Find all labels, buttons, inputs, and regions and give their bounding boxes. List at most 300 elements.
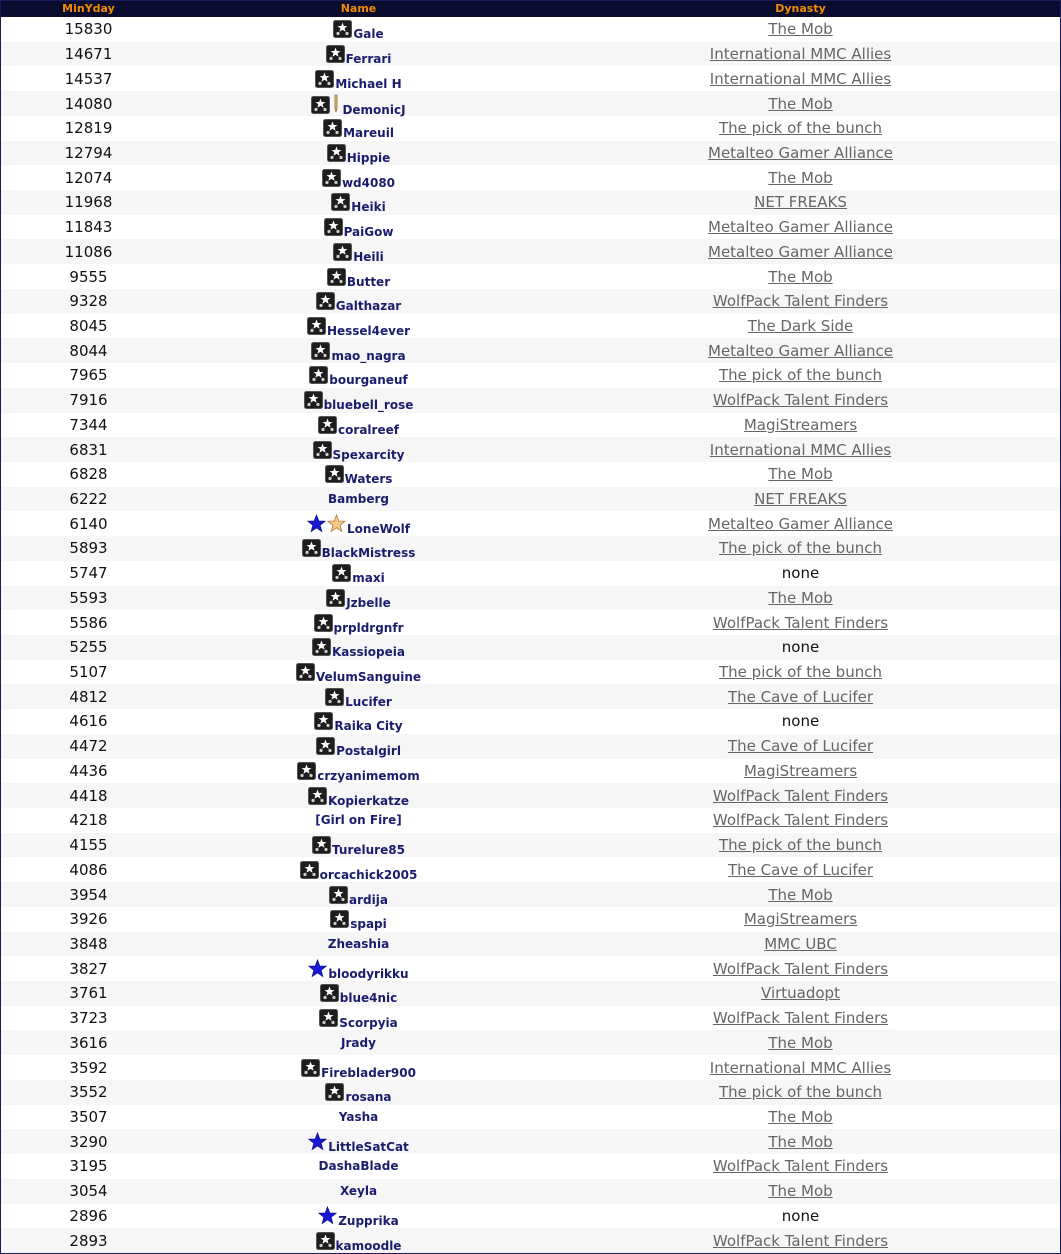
dynasty-link[interactable]: The pick of the bunch xyxy=(719,663,882,682)
row-name-cell[interactable] xyxy=(176,119,541,141)
row-score: 3507 xyxy=(69,1107,108,1126)
player-name[interactable]: Scorpyia xyxy=(339,1016,398,1031)
player-name[interactable]: ardija xyxy=(349,892,388,907)
table-row xyxy=(1,536,1060,561)
table-row xyxy=(1,1105,1060,1130)
table-row xyxy=(1,1080,1060,1105)
row-name-cell[interactable] xyxy=(176,762,541,783)
row-score: 7965 xyxy=(69,366,108,385)
row-name-cell[interactable] xyxy=(176,416,541,437)
table-row xyxy=(1,388,1060,413)
row-score: 4472 xyxy=(69,737,108,756)
blue-star-icon xyxy=(318,1206,337,1225)
row-name-cell[interactable] xyxy=(176,1059,541,1080)
row-dynasty-cell xyxy=(541,737,1060,755)
row-score: 4812 xyxy=(69,687,108,706)
row-name-cell[interactable] xyxy=(176,1036,541,1050)
row-score: 6828 xyxy=(69,465,108,484)
row-name-cell[interactable] xyxy=(176,813,541,827)
table-row xyxy=(1,1179,1060,1204)
player-name[interactable]: DashaBlade xyxy=(318,1159,399,1174)
dynasty-link[interactable]: The Mob xyxy=(768,94,833,113)
dynasty-link[interactable]: Metalteo Gamer Alliance xyxy=(708,242,893,261)
dynasty-link[interactable]: WolfPack Talent Finders xyxy=(712,811,889,830)
table-row xyxy=(1,1154,1060,1179)
dynasty-link[interactable]: The Mob xyxy=(768,1107,833,1126)
row-score: 11968 xyxy=(64,193,113,212)
table-row xyxy=(1,1030,1060,1055)
dynasty-none: none xyxy=(781,712,820,731)
row-score: 5586 xyxy=(69,613,108,632)
table-row xyxy=(1,1055,1060,1080)
row-name-cell[interactable] xyxy=(176,94,541,117)
row-score: 3552 xyxy=(69,1083,108,1102)
row-dynasty-cell xyxy=(541,342,1060,360)
player-name[interactable]: spapi xyxy=(350,917,387,932)
player-name[interactable]: Zheashia xyxy=(327,936,390,951)
row-dynasty-cell xyxy=(541,861,1060,879)
row-score: 5593 xyxy=(69,588,108,607)
dynasty-link[interactable]: NET FREAKS xyxy=(754,490,847,509)
dynasty-none: none xyxy=(781,1206,820,1225)
badge-icon xyxy=(322,169,341,187)
player-name[interactable]: bluebell_rose xyxy=(323,398,414,413)
row-dynasty-cell xyxy=(541,614,1060,632)
badge-icon xyxy=(333,20,352,38)
dynasty-link[interactable]: The Mob xyxy=(768,20,833,39)
dynasty-link[interactable]: WolfPack Talent Finders xyxy=(712,786,889,805)
table-row xyxy=(1,1228,1060,1253)
player-name[interactable]: mao_nagra xyxy=(331,348,406,363)
row-score: 9555 xyxy=(69,267,108,286)
row-name-cell[interactable] xyxy=(176,1159,541,1173)
player-name[interactable]: Fireblader900 xyxy=(321,1065,416,1080)
dynasty-link[interactable]: WolfPack Talent Finders xyxy=(712,292,889,311)
player-name[interactable]: Ferrari xyxy=(345,52,392,67)
row-dynasty-cell xyxy=(541,70,1060,88)
player-name[interactable]: Postalgirl xyxy=(336,744,401,759)
badge-icon xyxy=(316,737,335,755)
table-row xyxy=(1,709,1060,734)
row-name-cell[interactable] xyxy=(176,218,541,240)
badge-icon xyxy=(307,317,326,335)
badge-icon xyxy=(296,663,315,681)
row-dynasty-cell xyxy=(541,366,1060,384)
dynasty-link[interactable]: International MMC Allies xyxy=(709,69,892,88)
dynasty-link[interactable]: WolfPack Talent Finders xyxy=(712,959,889,978)
row-name-cell[interactable] xyxy=(176,937,541,951)
player-name[interactable]: Kopierkatze xyxy=(327,793,410,808)
row-dynasty-cell xyxy=(541,441,1060,459)
row-name-cell[interactable] xyxy=(176,614,541,635)
row-score: 3761 xyxy=(69,984,108,1003)
player-name[interactable]: bloodyrikku xyxy=(328,967,409,982)
row-score: 3592 xyxy=(69,1058,108,1077)
row-name-cell[interactable] xyxy=(176,910,541,932)
table-row xyxy=(1,165,1060,190)
row-dynasty-cell xyxy=(541,268,1060,286)
badge-icon xyxy=(333,243,352,261)
row-score: 4086 xyxy=(69,860,108,879)
table-row xyxy=(1,487,1060,512)
dynasty-link[interactable]: WolfPack Talent Finders xyxy=(712,391,889,410)
dynasty-link[interactable]: International MMC Allies xyxy=(709,1058,892,1077)
dynasty-link[interactable]: The pick of the bunch xyxy=(719,836,882,855)
row-dynasty-cell xyxy=(541,169,1060,187)
dynasty-link[interactable]: WolfPack Talent Finders xyxy=(712,1157,889,1176)
table-row xyxy=(1,907,1060,932)
dynasty-link[interactable]: NET FREAKS xyxy=(754,193,847,212)
row-name-cell[interactable] xyxy=(176,317,541,338)
row-name-cell[interactable] xyxy=(176,243,541,264)
row-name-cell[interactable] xyxy=(176,1083,541,1105)
player-name[interactable]: Kassiopeia xyxy=(332,645,405,660)
badge-icon xyxy=(311,342,330,360)
header-minyday[interactable]: MinYday xyxy=(62,2,115,15)
dynasty-link[interactable]: Metalteo Gamer Alliance xyxy=(708,218,893,237)
table-row xyxy=(1,363,1060,388)
row-name-cell[interactable] xyxy=(176,836,541,858)
player-name[interactable]: [Girl on Fire] xyxy=(315,813,402,828)
badge-icon xyxy=(309,366,328,384)
badge-icon xyxy=(325,465,344,483)
row-score: 3827 xyxy=(69,959,108,978)
row-dynasty-cell xyxy=(541,1232,1060,1250)
badge-icon xyxy=(326,589,345,607)
row-dynasty-cell xyxy=(541,935,1060,953)
row-name-cell[interactable] xyxy=(176,663,541,685)
player-name[interactable]: Jrady xyxy=(341,1035,376,1050)
row-score: 8044 xyxy=(69,341,108,360)
row-name-cell[interactable] xyxy=(176,1232,541,1253)
row-name-cell[interactable] xyxy=(176,1009,541,1031)
row-name-cell[interactable] xyxy=(176,638,541,660)
row-name-cell[interactable] xyxy=(176,292,541,314)
badge-icon xyxy=(312,638,331,656)
dynasty-link[interactable]: MagiStreamers xyxy=(743,910,858,929)
row-name-cell[interactable] xyxy=(176,441,541,462)
row-score: 3616 xyxy=(69,1033,108,1052)
dynasty-link[interactable]: The Mob xyxy=(768,1132,833,1151)
row-name-cell[interactable] xyxy=(176,564,541,586)
row-dynasty-cell xyxy=(541,910,1060,928)
row-dynasty-cell xyxy=(541,836,1060,854)
row-dynasty-cell xyxy=(541,490,1060,508)
table-row xyxy=(1,141,1060,166)
badge-icon xyxy=(314,614,333,632)
table-row xyxy=(1,734,1060,759)
dynasty-link[interactable]: The Cave of Lucifer xyxy=(727,737,874,756)
row-dynasty-cell xyxy=(541,465,1060,483)
row-name-cell[interactable] xyxy=(176,984,541,1006)
player-name[interactable]: Hessel4ever xyxy=(326,323,411,338)
badge-icon xyxy=(319,1009,338,1027)
dynasty-link[interactable]: The pick of the bunch xyxy=(719,539,882,558)
row-dynasty-cell xyxy=(541,95,1060,113)
row-score: 7344 xyxy=(69,415,108,434)
player-name[interactable]: coralreef xyxy=(338,422,399,437)
player-name[interactable]: PaiGow xyxy=(343,225,394,240)
table-row xyxy=(1,437,1060,462)
badge-icon xyxy=(332,564,351,582)
row-name-cell[interactable] xyxy=(176,20,541,42)
player-name[interactable]: Mareuil xyxy=(343,126,394,141)
row-dynasty-cell xyxy=(541,45,1060,63)
dynasty-link[interactable]: The Mob xyxy=(768,885,833,904)
table-row xyxy=(1,586,1060,611)
row-dynasty-cell xyxy=(541,811,1060,829)
player-name[interactable]: wd4080 xyxy=(341,175,396,190)
player-name[interactable]: Yasha xyxy=(338,1109,379,1124)
badge-icon xyxy=(304,391,323,409)
dynasty-link[interactable]: Metalteo Gamer Alliance xyxy=(708,143,893,162)
badge-icon xyxy=(297,762,316,780)
dynasty-link[interactable]: The pick of the bunch xyxy=(719,366,882,385)
dynasty-link[interactable]: Metalteo Gamer Alliance xyxy=(708,514,893,533)
dynasty-link[interactable]: International MMC Allies xyxy=(709,440,892,459)
row-name-cell[interactable] xyxy=(176,70,541,91)
table-row xyxy=(1,561,1060,586)
badge-icon xyxy=(314,712,333,730)
player-name[interactable]: crzyanimemom xyxy=(317,768,420,783)
player-name[interactable]: Heili xyxy=(353,249,384,264)
dynasty-link[interactable]: International MMC Allies xyxy=(709,45,892,64)
row-dynasty-cell xyxy=(541,391,1060,409)
table-row xyxy=(1,116,1060,141)
table-row xyxy=(1,1006,1060,1031)
player-name[interactable]: Michael H xyxy=(335,76,402,91)
row-score: 3054 xyxy=(69,1182,108,1201)
row-dynasty-cell xyxy=(541,1182,1060,1200)
row-score: 5893 xyxy=(69,539,108,558)
row-score: 2896 xyxy=(69,1206,108,1225)
row-dynasty-cell xyxy=(541,886,1060,904)
player-name[interactable]: blue4nic xyxy=(339,991,398,1006)
player-name[interactable]: prpldrgnfr xyxy=(333,620,404,635)
dynasty-link[interactable]: MMC UBC xyxy=(764,934,837,953)
row-dynasty-cell xyxy=(541,292,1060,310)
badge-icon xyxy=(320,984,339,1002)
table-row xyxy=(1,289,1060,314)
blue-star-icon xyxy=(308,959,327,978)
dynasty-link[interactable]: The Mob xyxy=(768,465,833,484)
row-name-cell[interactable] xyxy=(176,391,541,413)
row-dynasty-cell xyxy=(541,1108,1060,1126)
row-name-cell[interactable] xyxy=(176,45,541,67)
player-name[interactable]: Gale xyxy=(353,27,384,42)
row-dynasty-cell xyxy=(541,564,1060,582)
badge-icon xyxy=(300,861,319,879)
row-name-cell[interactable] xyxy=(176,589,541,610)
table-row xyxy=(1,42,1060,67)
player-name[interactable]: bourganeuf xyxy=(329,373,408,388)
player-name[interactable]: kamoodle xyxy=(335,1238,402,1253)
pencil-icon xyxy=(331,94,341,114)
dynasty-link[interactable]: Virtuadopt xyxy=(761,984,840,1003)
player-name[interactable]: maxi xyxy=(352,571,385,586)
row-dynasty-cell xyxy=(541,589,1060,607)
row-name-cell[interactable] xyxy=(176,688,541,709)
blue-star-icon xyxy=(307,514,326,533)
dynasty-link[interactable]: The Mob xyxy=(768,267,833,286)
row-score: 4155 xyxy=(69,836,108,855)
badge-icon xyxy=(312,836,331,854)
row-name-cell[interactable] xyxy=(176,712,541,734)
row-dynasty-cell xyxy=(541,1009,1060,1027)
row-name-cell[interactable] xyxy=(176,1110,541,1124)
dynasty-link[interactable]: MagiStreamers xyxy=(743,761,858,780)
row-name-cell[interactable] xyxy=(176,514,541,537)
dynasty-link[interactable]: The Mob xyxy=(768,1033,833,1052)
row-dynasty-cell xyxy=(541,663,1060,681)
table-row xyxy=(1,17,1060,42)
dynasty-link[interactable]: The Mob xyxy=(768,588,833,607)
table-row xyxy=(1,215,1060,240)
table-row xyxy=(1,338,1060,363)
table-row xyxy=(1,314,1060,339)
row-dynasty-cell xyxy=(541,688,1060,706)
row-name-cell[interactable] xyxy=(176,737,541,759)
table-row xyxy=(1,833,1060,858)
row-score: 6831 xyxy=(69,440,108,459)
row-name-cell[interactable] xyxy=(176,169,541,190)
row-name-cell[interactable] xyxy=(176,1184,541,1198)
row-dynasty-cell xyxy=(541,1034,1060,1052)
dynasty-none: none xyxy=(781,638,820,657)
player-name[interactable]: rosana xyxy=(345,1090,392,1105)
badge-icon xyxy=(327,268,346,286)
row-dynasty-cell xyxy=(541,243,1060,261)
player-name[interactable]: BlackMistress xyxy=(321,546,416,561)
dynasty-link[interactable]: The Mob xyxy=(768,168,833,187)
player-name[interactable]: Butter xyxy=(346,274,391,289)
table-row xyxy=(1,932,1060,957)
table-row xyxy=(1,783,1060,808)
row-name-cell[interactable] xyxy=(176,787,541,808)
row-dynasty-cell xyxy=(541,317,1060,335)
row-dynasty-cell xyxy=(541,787,1060,805)
table-row xyxy=(1,660,1060,685)
row-dynasty-cell xyxy=(541,144,1060,162)
row-name-cell[interactable] xyxy=(176,959,541,982)
player-name[interactable]: LoneWolf xyxy=(347,522,410,537)
player-name[interactable]: Xeyla xyxy=(339,1184,378,1199)
dynasty-link[interactable]: The Dark Side xyxy=(747,316,854,335)
blue-star-icon xyxy=(308,1132,327,1151)
row-name-cell[interactable] xyxy=(176,1206,541,1229)
badge-icon xyxy=(302,539,321,557)
table-row xyxy=(1,759,1060,784)
table-header xyxy=(1,1,1060,17)
row-score: 11843 xyxy=(64,218,113,237)
player-name[interactable]: Spexarcity xyxy=(332,447,405,462)
player-name[interactable]: Heiki xyxy=(351,200,386,215)
header-name[interactable]: Name xyxy=(340,2,377,15)
player-name[interactable]: VelumSanguine xyxy=(315,670,422,685)
badge-icon xyxy=(311,96,330,114)
row-dynasty-cell xyxy=(541,193,1060,211)
row-dynasty-cell xyxy=(541,1207,1060,1225)
dynasty-link[interactable]: The pick of the bunch xyxy=(719,1083,882,1102)
row-score: 3926 xyxy=(69,910,108,929)
row-score: 6222 xyxy=(69,490,108,509)
badge-icon xyxy=(331,193,350,211)
dynasty-link[interactable]: The Mob xyxy=(768,1182,833,1201)
badge-icon xyxy=(326,45,345,63)
dynasty-link[interactable]: MagiStreamers xyxy=(743,415,858,434)
dynasty-link[interactable]: The Cave of Lucifer xyxy=(727,687,874,706)
table-row xyxy=(1,239,1060,264)
row-name-cell[interactable] xyxy=(176,366,541,388)
table-row xyxy=(1,511,1060,536)
player-name[interactable]: orcachick2005 xyxy=(319,867,418,882)
table-row xyxy=(1,264,1060,289)
badge-icon xyxy=(329,886,348,904)
row-score: 12074 xyxy=(64,168,113,187)
dynasty-link[interactable]: WolfPack Talent Finders xyxy=(712,1009,889,1028)
player-name[interactable]: Raika City xyxy=(334,719,403,734)
row-score: 15830 xyxy=(64,20,113,39)
player-name[interactable]: Lucifer xyxy=(345,694,392,709)
dynasty-link[interactable]: WolfPack Talent Finders xyxy=(712,1231,889,1250)
row-name-cell[interactable] xyxy=(176,1132,541,1155)
row-dynasty-cell xyxy=(541,515,1060,533)
header-dynasty[interactable]: Dynasty xyxy=(775,2,826,15)
player-name[interactable]: Galthazar xyxy=(335,299,402,314)
row-score: 4616 xyxy=(69,712,108,731)
player-name[interactable]: Turelure85 xyxy=(332,843,405,858)
table-row xyxy=(1,882,1060,907)
table-row xyxy=(1,1204,1060,1229)
row-name-cell[interactable] xyxy=(176,861,541,882)
badge-icon xyxy=(325,1083,344,1101)
row-name-cell[interactable] xyxy=(176,268,541,289)
player-name[interactable]: LittleSatCat xyxy=(328,1140,409,1155)
dynasty-link[interactable]: The Cave of Lucifer xyxy=(727,860,874,879)
table-row xyxy=(1,635,1060,660)
dynasty-link[interactable]: The pick of the bunch xyxy=(719,119,882,138)
row-dynasty-cell xyxy=(541,416,1060,434)
badge-icon xyxy=(318,416,337,434)
player-name[interactable]: Jzbelle xyxy=(346,595,391,610)
row-name-cell[interactable] xyxy=(176,193,541,215)
table-row xyxy=(1,610,1060,635)
row-score: 8045 xyxy=(69,316,108,335)
player-name[interactable]: Zupprika xyxy=(338,1214,399,1229)
row-score: 14671 xyxy=(64,45,113,64)
row-score: 5747 xyxy=(69,564,108,583)
row-name-cell[interactable] xyxy=(176,465,541,487)
player-name[interactable]: Waters xyxy=(344,472,393,487)
gold-star-icon xyxy=(327,514,346,533)
row-name-cell[interactable] xyxy=(176,539,541,561)
row-name-cell[interactable] xyxy=(176,342,541,363)
row-score: 4436 xyxy=(69,761,108,780)
row-name-cell[interactable] xyxy=(176,144,541,165)
row-name-cell[interactable] xyxy=(176,886,541,907)
dynasty-link[interactable]: WolfPack Talent Finders xyxy=(712,613,889,632)
player-name[interactable]: Bamberg xyxy=(328,492,389,507)
badge-icon xyxy=(324,218,343,236)
row-dynasty-cell xyxy=(541,20,1060,38)
player-name[interactable]: DemonicJ xyxy=(342,102,406,117)
player-name[interactable]: Hippie xyxy=(346,150,391,165)
row-score: 12794 xyxy=(64,143,113,162)
table-row xyxy=(1,91,1060,116)
row-name-cell[interactable] xyxy=(176,492,541,506)
dynasty-link[interactable]: Metalteo Gamer Alliance xyxy=(708,341,893,360)
row-score: 3954 xyxy=(69,885,108,904)
